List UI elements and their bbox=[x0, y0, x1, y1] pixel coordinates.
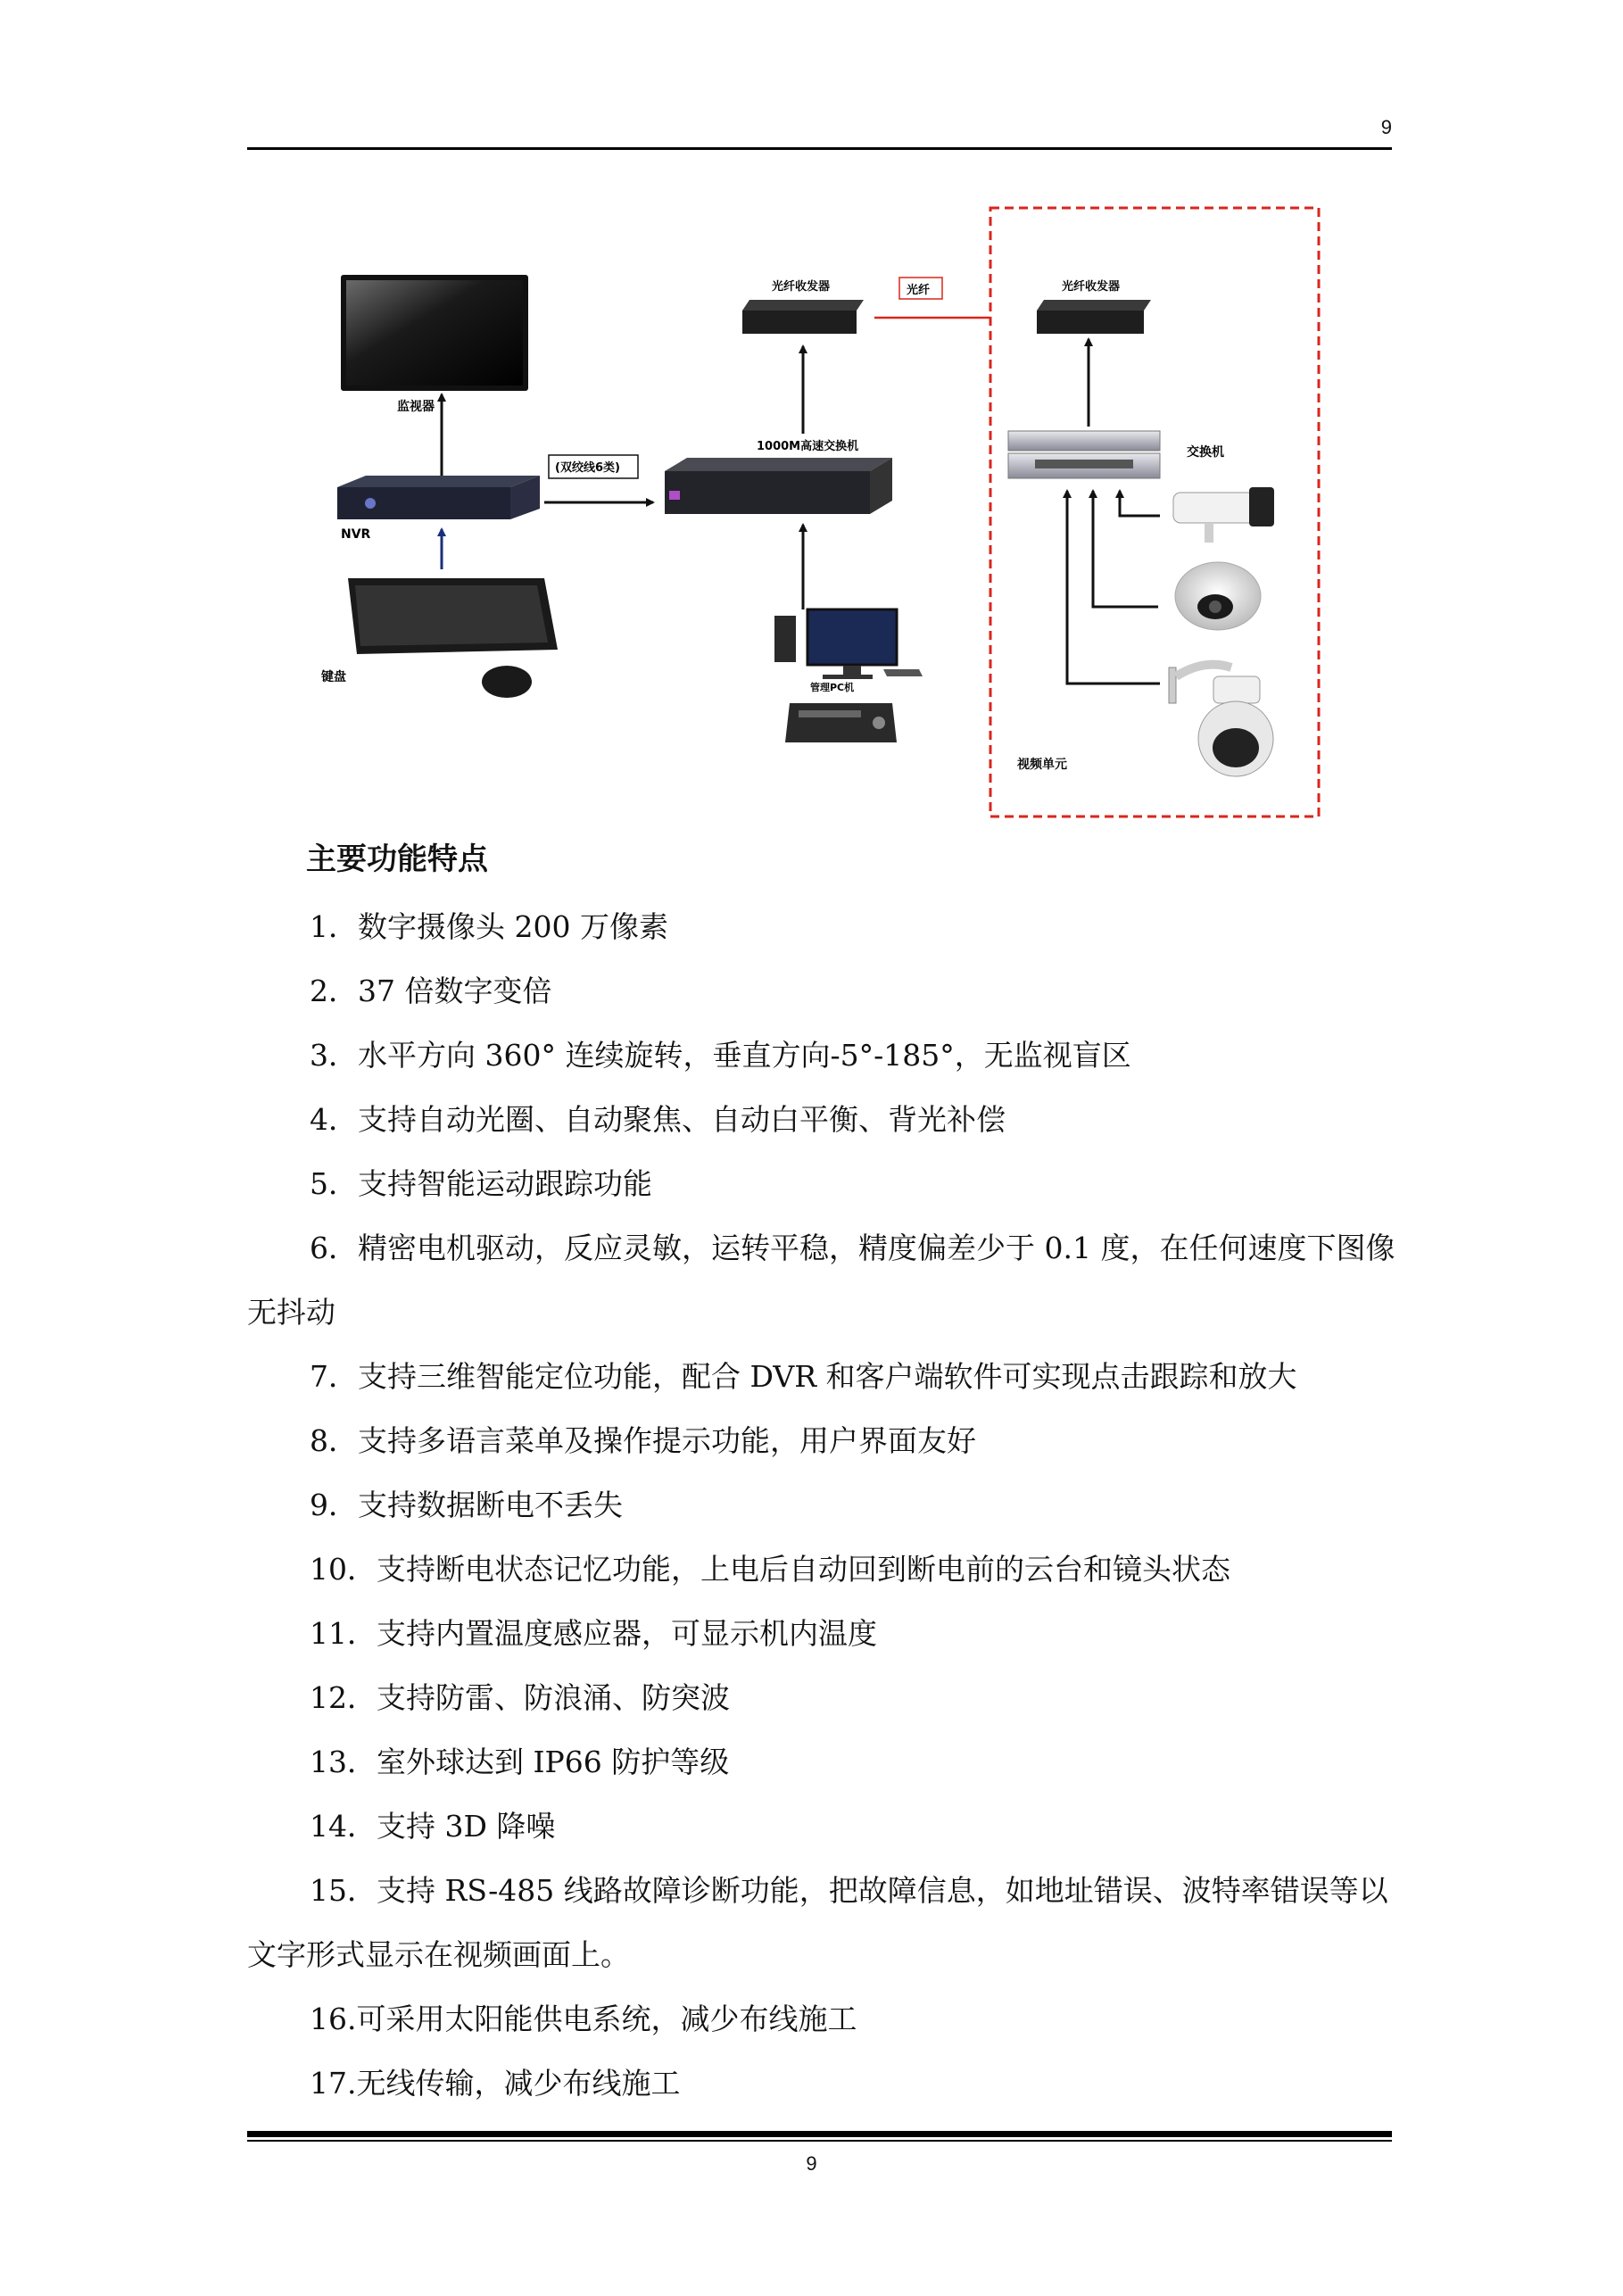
transceiver-right-label: 光纤收发器 bbox=[1062, 280, 1121, 294]
list-item: 13．室外球达到 IP66 防护等级 bbox=[310, 1745, 730, 1779]
list-item: 5．支持智能运动跟踪功能 bbox=[310, 1166, 652, 1201]
list-item: 16.可采用太阳能供电系统，减少布线施工 bbox=[310, 2002, 857, 2036]
fiber-label: 光纤 bbox=[907, 284, 931, 297]
monitor-label: 监视器 bbox=[397, 400, 435, 414]
twisted-pair-label: (双绞线6类) bbox=[555, 461, 620, 475]
access-switch-icon bbox=[1008, 431, 1160, 478]
list-item: 9．支持数据断电不丢失 bbox=[310, 1488, 623, 1522]
footer-page-number: 9 bbox=[806, 2152, 817, 2175]
monitor-icon bbox=[341, 275, 528, 391]
header-page-number: 9 bbox=[1380, 116, 1392, 138]
dome-camera-icon bbox=[1175, 562, 1261, 630]
switch-label: 交换机 bbox=[1187, 445, 1224, 460]
list-item: 10．支持断电状态记忆功能，上电后自动回到断电前的云台和镜头状态 bbox=[310, 1552, 1230, 1587]
transceiver-left-icon bbox=[742, 300, 864, 334]
transceiver-right-icon bbox=[1037, 300, 1151, 334]
ptz-controller-icon bbox=[785, 703, 897, 742]
transceiver-left-label: 光纤收发器 bbox=[772, 280, 831, 294]
core-switch-label: 1000M高速交换机 bbox=[757, 440, 859, 453]
list-item: 8．支持多语言菜单及操作提示功能，用户界面友好 bbox=[310, 1423, 976, 1458]
arrow-dome-camera bbox=[1093, 491, 1158, 607]
pc-label: 管理PC机 bbox=[810, 682, 855, 693]
network-diagram bbox=[303, 203, 1321, 821]
bullet-camera-icon bbox=[1173, 487, 1274, 543]
list-item: 6．精密电机驱动，反应灵敏，运转平稳，精度偏差少于 0.1 度，在任何速度下图像无抖动 bbox=[247, 1231, 1395, 1330]
core-switch-icon bbox=[665, 458, 892, 514]
nvr-label: NVR bbox=[341, 527, 371, 542]
header-rule bbox=[247, 147, 1392, 150]
list-item: 14．支持 3D 降噪 bbox=[310, 1809, 556, 1844]
list-item: 17.无线传输，减少布线施工 bbox=[310, 2066, 681, 2101]
list-item: 12．支持防雷、防浪涌、防突波 bbox=[310, 1680, 730, 1715]
footer-rule-thin bbox=[247, 2140, 1392, 2142]
list-item: 4．支持自动光圈、自动聚焦、自动白平衡、背光补偿 bbox=[310, 1102, 1006, 1137]
list-item: 11．支持内置温度感应器，可显示机内温度 bbox=[310, 1616, 877, 1651]
list-item: 1．数字摄像头 200 万像素 bbox=[310, 909, 668, 944]
arrow-ptz-camera bbox=[1067, 491, 1160, 684]
nvr-icon bbox=[337, 476, 540, 519]
footer-rule-thick bbox=[247, 2131, 1392, 2137]
keyboard-label: 键盘 bbox=[321, 670, 346, 684]
feature-list bbox=[247, 895, 1398, 2116]
section-title: 主要功能特点 bbox=[306, 841, 488, 877]
video-unit-label: 视频单元 bbox=[1017, 758, 1067, 772]
ptz-camera-icon bbox=[1169, 665, 1273, 776]
arrow-bullet-camera bbox=[1120, 491, 1160, 516]
list-item: 2．37 倍数字变倍 bbox=[310, 974, 552, 1008]
list-item: 7．支持三维智能定位功能，配合 DVR 和客户端软件可实现点击跟踪和放大 bbox=[310, 1359, 1297, 1394]
keyboard-icon bbox=[348, 578, 558, 698]
list-item: 15．支持 RS-485 线路故障诊断功能，把故障信息，如地址错误、波特率错误等以文字形式显示在视频画面上。 bbox=[247, 1873, 1388, 1972]
list-item: 3．水平方向 360° 连续旋转，垂直方向-5°-185°，无监视盲区 bbox=[310, 1038, 1131, 1073]
pc-icon bbox=[774, 609, 923, 679]
